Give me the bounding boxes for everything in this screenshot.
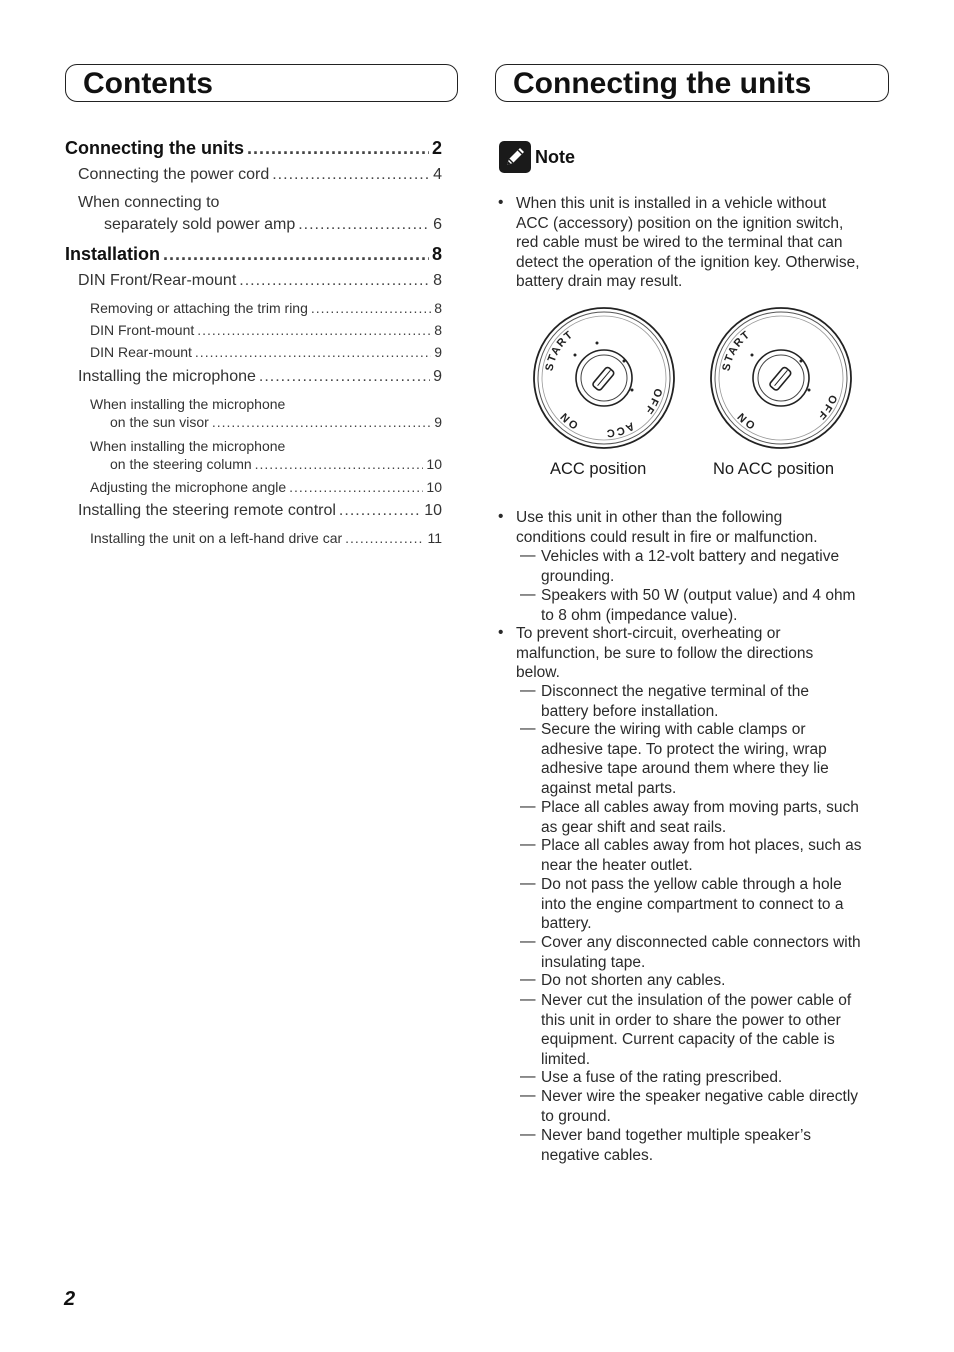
note-subitem xyxy=(541,875,896,934)
page-number: 2 xyxy=(64,1288,76,1310)
text-line: Place all cables away from hot places, such as xyxy=(541,837,862,854)
dash-marker: — xyxy=(520,547,536,564)
note-subitem xyxy=(541,933,896,972)
ignition-switch-no-acc-figure xyxy=(708,305,854,451)
dash-marker: — xyxy=(520,720,536,737)
text-line: this unit in order to share the power to other xyxy=(541,1011,841,1029)
note-subitem xyxy=(541,991,896,1069)
text-line: red cable must be wired to the terminal that can xyxy=(516,234,843,251)
toc-entry[interactable] xyxy=(110,456,442,472)
dash-marker: — xyxy=(520,875,536,892)
text-line: battery. xyxy=(541,915,592,932)
toc-entry[interactable] xyxy=(78,368,442,386)
toc-entry-title: separately sold power amp xyxy=(104,216,296,233)
toc-leader xyxy=(255,456,424,472)
toc-entry-page: 9 xyxy=(434,414,442,430)
note-bullet-2 xyxy=(516,508,896,547)
text-line: battery before installation. xyxy=(541,702,719,720)
toc-entry[interactable] xyxy=(78,166,442,184)
toc-entry[interactable] xyxy=(90,322,442,338)
bullet-icon: • xyxy=(498,624,504,641)
text-line: equipment. Current capacity of the cable is xyxy=(541,1031,835,1048)
dash-marker: — xyxy=(520,971,536,988)
bullet-icon: • xyxy=(498,508,504,525)
note-subitem xyxy=(541,586,896,625)
note-bullet-1 xyxy=(516,194,896,292)
switch-label: OFF xyxy=(814,392,839,423)
toc-leader xyxy=(298,216,430,234)
toc-leader xyxy=(195,344,431,360)
note-bullet-3 xyxy=(516,624,896,683)
toc-entry-page: 6 xyxy=(433,216,442,233)
toc-entry-page: 10 xyxy=(424,502,442,519)
toc-entry[interactable] xyxy=(104,216,442,234)
dash-marker: — xyxy=(520,586,536,603)
toc-entry[interactable] xyxy=(65,138,442,159)
toc-entry-page: 4 xyxy=(433,166,442,183)
text-line: battery drain may result. xyxy=(516,273,683,290)
text-line: malfunction, be sure to follow the directions xyxy=(516,644,814,662)
dash-marker: — xyxy=(520,933,536,950)
toc-entry-title: Adjusting the microphone angle xyxy=(90,479,287,495)
toc-leader xyxy=(239,272,430,290)
note-header xyxy=(498,140,575,174)
text-line: conditions could result in fire or malfunction. xyxy=(516,528,818,546)
dash-marker: — xyxy=(520,836,536,853)
text-line: Use a fuse of the rating prescribed. xyxy=(541,1069,783,1086)
toc-entry-title-line1: When installing the microphone xyxy=(90,396,286,412)
text-line: adhesive tape around them where they lie xyxy=(541,760,829,777)
text-line: to 8 ohm (impedance value). xyxy=(541,606,738,624)
note-subitem xyxy=(541,720,896,798)
text-line: Never cut the insulation of the power cable of xyxy=(541,992,852,1009)
text-line: limited. xyxy=(541,1050,591,1068)
dash-marker: — xyxy=(520,1087,536,1104)
toc-entry-title-line1: When connecting to xyxy=(78,194,220,211)
text-line: below. xyxy=(516,664,560,681)
switch-label: OFF xyxy=(641,386,664,417)
toc-entry[interactable] xyxy=(110,414,442,430)
switch-label: ACC xyxy=(604,419,637,440)
toc-entry-title: DIN Front/Rear-mount xyxy=(78,272,237,289)
note-subitem xyxy=(541,971,896,991)
text-line: Never band together multiple speaker’s xyxy=(541,1127,811,1144)
text-line: Never wire the speaker negative cable directly xyxy=(541,1088,859,1105)
text-line: near the heater outlet. xyxy=(541,856,693,874)
bullet-icon: • xyxy=(498,194,504,211)
toc-entry[interactable] xyxy=(90,344,442,360)
switch-label: ON xyxy=(734,409,758,432)
toc-entry-page: 10 xyxy=(426,479,442,495)
switch-label: START xyxy=(543,328,577,373)
toc-entry[interactable] xyxy=(90,479,442,495)
text-line: Vehicles with a 12-volt battery and negative xyxy=(541,548,840,565)
text-line: To prevent short-circuit, overheating or xyxy=(516,625,781,642)
toc-entry-title: Installing the unit on a left-hand drive car xyxy=(90,530,343,546)
toc-leader xyxy=(345,530,424,546)
ignition-switch-acc-figure xyxy=(531,305,677,451)
toc-leader xyxy=(247,138,429,159)
text-line: against metal parts. xyxy=(541,779,677,797)
switch-label: START xyxy=(720,328,754,373)
toc-entry[interactable] xyxy=(65,244,442,265)
text-line: Use this unit in other than the following xyxy=(516,509,783,526)
svg-text:ACC xyxy=(605,419,636,439)
text-line: insulating tape. xyxy=(541,953,646,971)
toc-leader xyxy=(197,322,431,338)
text-line: Secure the wiring with cable clamps or xyxy=(541,721,806,738)
text-line: negative cables. xyxy=(541,1146,654,1164)
text-line: as gear shift and seat rails. xyxy=(541,818,727,836)
toc-leader xyxy=(311,300,431,316)
toc-leader xyxy=(339,502,421,520)
toc-leader xyxy=(259,368,430,386)
pencil-icon xyxy=(498,140,532,174)
toc-entry-title: DIN Front-mount xyxy=(90,322,195,338)
toc-leader xyxy=(163,244,429,265)
contents-title: Contents xyxy=(83,67,213,100)
note-subitem xyxy=(541,682,896,721)
section-title: Connecting the units xyxy=(513,67,812,100)
toc-entry-page: 8 xyxy=(431,244,442,264)
toc-entry-page: 8 xyxy=(433,272,442,289)
note-subitem xyxy=(541,547,896,586)
toc-entry-page: 10 xyxy=(426,456,442,472)
dash-marker: — xyxy=(520,1126,536,1143)
figure-caption: No ACC position xyxy=(713,460,835,478)
text-line: Place all cables away from moving parts, such xyxy=(541,799,859,816)
toc-entry-page: 2 xyxy=(431,138,442,158)
text-line: Disconnect the negative terminal of the xyxy=(541,683,809,700)
toc-entry-page: 9 xyxy=(434,344,442,360)
toc-entry-page: 9 xyxy=(433,368,442,385)
note-subitem xyxy=(541,1087,896,1126)
toc-entry[interactable] xyxy=(90,530,442,546)
toc-entry-title: Connecting the units xyxy=(65,138,244,158)
toc-entry-title: Removing or attaching the trim ring xyxy=(90,300,308,316)
toc-leader xyxy=(272,166,430,184)
toc-entry[interactable] xyxy=(90,300,442,316)
text-line: adhesive tape. To protect the wiring, wrap xyxy=(541,740,827,758)
toc-entry-title: on the sun visor xyxy=(110,414,209,430)
text-line: Do not shorten any cables. xyxy=(541,972,726,989)
contents-title-box xyxy=(65,64,458,102)
text-line: to ground. xyxy=(541,1107,611,1125)
toc-entry-title: on the steering column xyxy=(110,456,252,472)
dash-marker: — xyxy=(520,682,536,699)
section-title-box xyxy=(495,64,889,102)
note-subitem xyxy=(541,1126,896,1165)
note-subitem xyxy=(541,836,896,875)
dash-marker: — xyxy=(520,1068,536,1085)
toc-leader xyxy=(212,414,431,430)
text-line: Cover any disconnected cable connectors with xyxy=(541,934,861,951)
note-label: Note xyxy=(535,146,575,167)
toc-entry-page: 11 xyxy=(427,530,442,546)
toc-entry-title: Installing the steering remote control xyxy=(78,502,336,519)
toc-entry-title: Installation xyxy=(65,244,161,264)
toc-entry-title: Connecting the power cord xyxy=(78,166,270,183)
toc-entry-page: 8 xyxy=(434,322,442,338)
text-line: ACC (accessory) position on the ignition switch, xyxy=(516,214,844,232)
switch-label: ON xyxy=(557,409,581,432)
text-line: detect the operation of the ignition key. Otherwise, xyxy=(516,253,860,271)
text-line: Do not pass the yellow cable through a hole xyxy=(541,876,842,893)
toc-entry-title: Installing the microphone xyxy=(78,368,256,385)
toc-leader xyxy=(289,479,423,495)
text-line: When this unit is installed in a vehicle without xyxy=(516,195,827,212)
figure-caption: ACC position xyxy=(550,460,647,478)
note-subitem xyxy=(541,798,896,837)
toc-entry-title-line1: When installing the microphone xyxy=(90,438,286,454)
text-line: Speakers with 50 W (output value) and 4 ohm xyxy=(541,587,856,604)
text-line: into the engine compartment to connect to a xyxy=(541,895,844,913)
toc-entry-title: DIN Rear-mount xyxy=(90,344,192,360)
toc-entry[interactable] xyxy=(78,502,442,520)
toc-entry[interactable] xyxy=(78,272,442,290)
dash-marker: — xyxy=(520,991,536,1008)
toc-entry-page: 8 xyxy=(434,300,442,316)
text-line: grounding. xyxy=(541,567,615,585)
note-subitem xyxy=(541,1068,896,1088)
dash-marker: — xyxy=(520,798,536,815)
